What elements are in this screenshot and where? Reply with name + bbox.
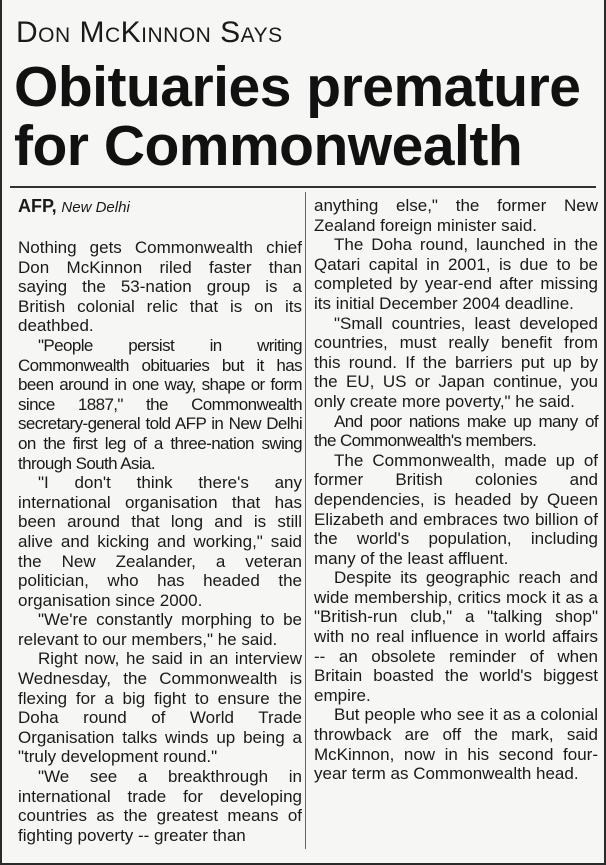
paragraph: The Commonwealth, made up of former British colonies and dependencies, is headed by Queen Elizabeth and embraces two billion of the world's population, including many of the least affluent. [314,450,598,568]
paragraph: "People persist in writing Commonwealth obituaries but it has been around in one way, shape or form since 1887," the Commonwealth secretary-general told AFP in New Delhi on the first leg of a three-nation swing through South Asia. [18,335,302,473]
article-column-right [314,196,598,784]
paragraph: Nothing gets Commonwealth chief Don McKinnon riled faster than saying the 53-nation group is a British colonial relic that is on its deathbed. [18,238,302,336]
kicker: Don McKinnon Says [16,16,283,49]
paragraph: "We see a breakthrough in international trade for developing countries as the greatest means of fighting poverty -- greater than [18,767,302,845]
paragraph: Despite its geographic reach and wide membership, critics mock it as a "British-run club," a "talking shop" with no real influence in world affairs -- an obsolete reminder of when Britain boasted the world's biggest empire. [314,568,598,705]
column-divider [305,192,306,849]
headline-rule [10,186,596,188]
paragraph: "Small countries, least developed countries, must really benefit from this round. If the barriers put up by the EU, US or Japan continue, you only create more poverty," he said. [314,313,598,411]
dateline-place: New Delhi [61,199,130,216]
paragraph: "We're constantly morphing to be relevant to our members," he said. [18,610,302,649]
headline: Obituaries premature for Commonwealth [14,55,581,178]
paragraph: The Doha round, launched in the Qatari capital in 2001, is due to be completed by year-end after missing its initial December 2004 deadline. [314,235,598,313]
dateline [18,196,302,218]
dateline-agency: AFP, [18,196,57,216]
paragraph: But people who see it as a colonial throwback are off the mark, said McKinnon, now in his second four-year term as Commonwealth head. [314,705,598,784]
article-column-left [18,196,302,845]
paragraph: Right now, he said in an interview Wednesday, the Commonwealth is flexing for a big fight to ensure the Doha round of World Trade Organisation talks winds up being a "truly development round." [18,649,302,767]
paragraph: "I don't think there's any international organisation that has been around that long and is still alive and kicking and working," said the New Zealander, a veteran politician, who has headed the organisation since 2000. [18,473,302,610]
paragraph: And poor nations make up many of the Commonwealth's members. [314,411,598,451]
paragraph: anything else," the former New Zealand foreign minister said. [314,196,598,235]
